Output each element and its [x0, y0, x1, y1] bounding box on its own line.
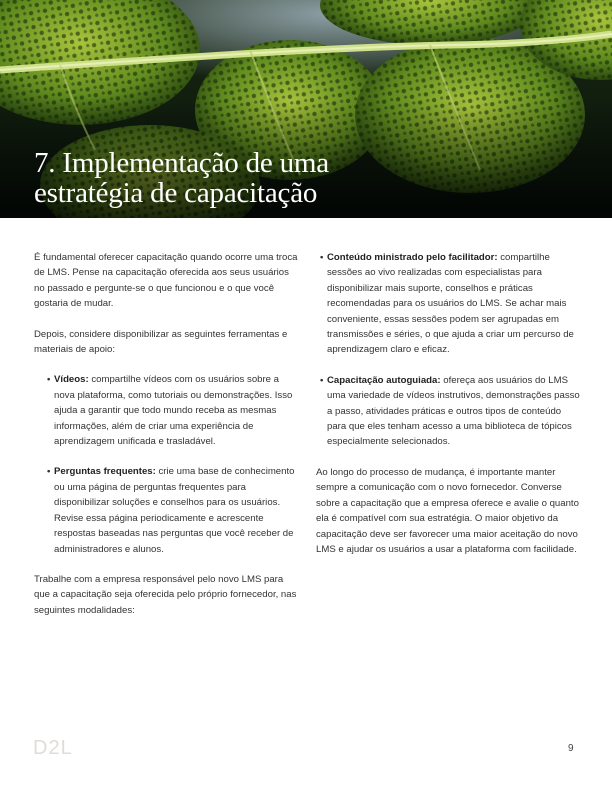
list-item-videos — [34, 372, 300, 449]
list-item-text: compartilhe sessões ao vivo realizadas com especialistas para disponibilizar mais suporte, conselhos e práticas recomendadas para os usuários do LMS. Se achar mais conveniente, essas sessões podem ser agrupadas em transmissões e séries, o que ajuda a criar um percurso de aprendizagem claro e eficaz. — [327, 252, 574, 356]
list-item-text: crie uma base de conhecimento ou uma página de perguntas frequentes para disponibilizar soluções e conselhos para os usuários. Revise essa página periodicamente e acrescente respostas baseadas nas perguntas que você receber de administradores e alunos. — [54, 466, 295, 555]
closing-paragraph: Ao longo do processo de mudança, é importante manter sempre a comunicação com o novo fornecedor. Converse sobre a capacitação que a empresa oferece e avalie o quanto ela é compatível com sua estratégia. O maior objetivo da capacitação deve ser favorecer uma maior aceitação do novo LMS e ajudar os usuários a usar a plataforma com facilidade. — [316, 466, 579, 555]
list-item-self-guided — [316, 373, 582, 450]
header-banner — [0, 0, 612, 218]
page-title-line-2: estratégia de capacitação — [34, 177, 318, 209]
d2l-logo: D2L — [33, 737, 73, 759]
page-number: 9 — [568, 743, 574, 754]
list-item-text: compartilhe vídeos com os usuários sobre a nova plataforma, como tutoriais ou demonstrações. Isso ajuda a garantir que todo mundo receba as mesmas informações, além de criar uma experiência de aprendizagem unificada e trasladável. — [54, 374, 293, 448]
support-materials-list — [34, 372, 300, 556]
page-title-line-1: 7. Implementação de uma — [34, 147, 329, 179]
list-item-faq — [34, 464, 300, 556]
vendor-training-paragraph: Trabalhe com a empresa responsável pelo novo LMS para que a capacitação seja oferecida pelo próprio fornecedor, nas seguintes modalidades: — [34, 573, 297, 616]
right-column — [316, 250, 582, 572]
list-item-text: ofereça aos usuários do LMS uma variedade de vídeos instrutivos, demonstrações passo a passo, atividades práticas e outros tipos de conteúdo para que eles tenham acesso a uma biblioteca de tópicos especialmente selecionados. — [327, 374, 580, 448]
left-column — [34, 250, 300, 633]
tools-paragraph: Depois, considere disponibilizar as seguintes ferramentas e materiais de apoio: — [34, 328, 288, 356]
list-item-term: Perguntas frequentes: — [54, 466, 156, 478]
training-modalities-list — [316, 250, 582, 450]
list-item-term: Conteúdo ministrado pelo facilitador: — [327, 252, 498, 263]
list-item-term: Capacitação autoguiada: — [327, 374, 441, 386]
intro-paragraph: É fundamental oferecer capacitação quando ocorre uma troca de LMS. Pense na capacitação oferecida aos seus usuários no passado e pergunte-se o que funcionou e o que você gostaria de mudar. — [34, 252, 298, 310]
list-item-facilitator — [316, 250, 582, 358]
list-item-term: Vídeos: — [54, 374, 89, 386]
page-title — [34, 148, 329, 208]
